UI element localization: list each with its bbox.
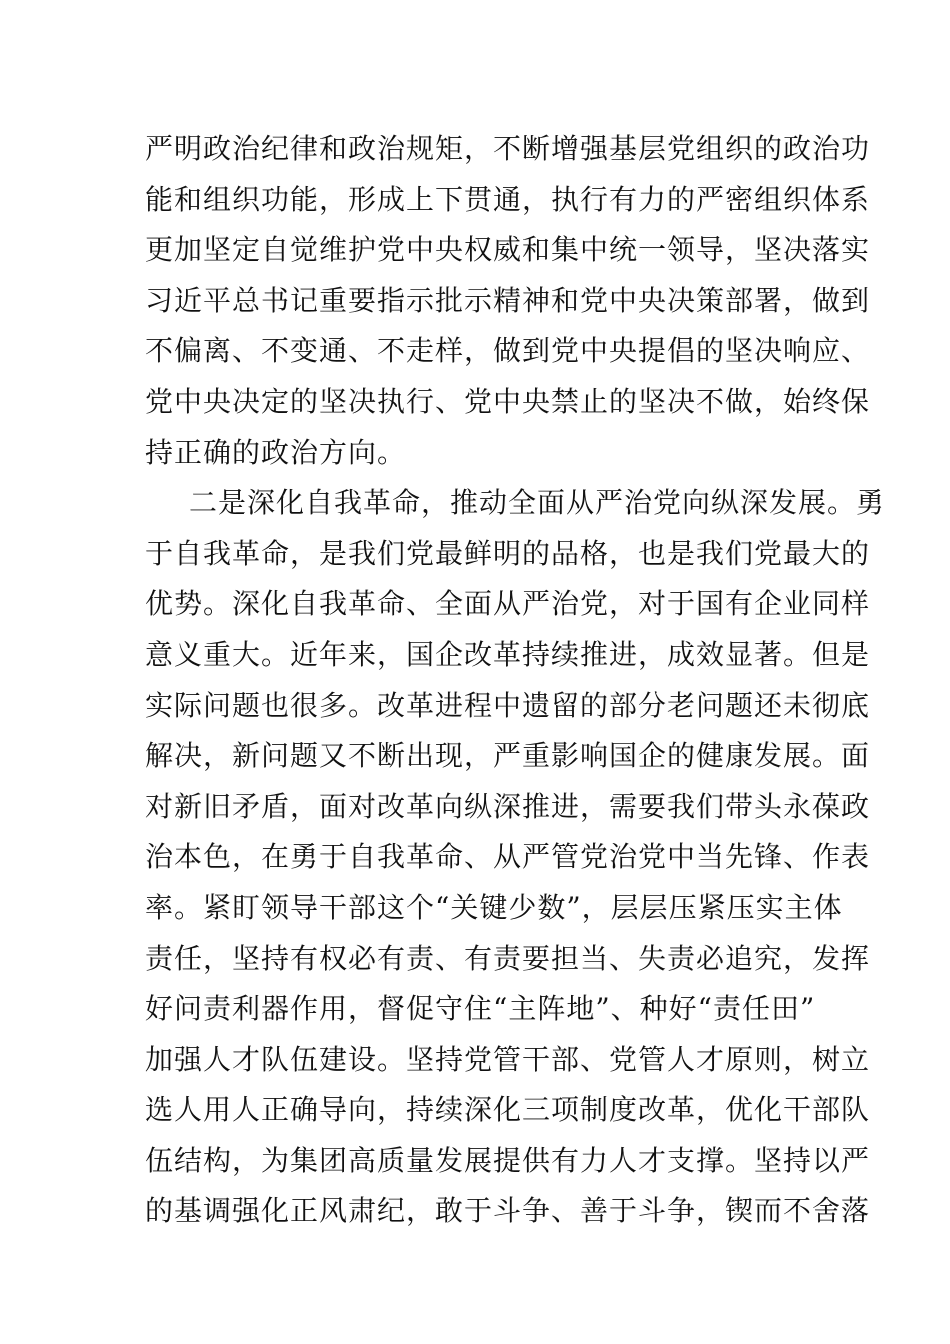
text-line: 更加坚定自觉维护党中央权威和集中统一领导，坚决落实	[145, 233, 871, 267]
paragraph-start-line: 二是深化自我革命，推动全面从严治党向纵深发展。勇	[189, 486, 886, 520]
text-line: 解决，新问题又不断出现，严重影响国企的健康发展。面	[145, 739, 871, 773]
body-text	[145, 124, 886, 1237]
text-line: 对新旧矛盾，面对改革向纵深推进，需要我们带头永葆政	[145, 789, 871, 823]
text-line: 伍结构，为集团高质量发展提供有力人才支撑。坚持以严	[145, 1143, 871, 1177]
text-line: 实际问题也很多。改革进程中遗留的部分老问题还未彻底	[145, 688, 871, 722]
text-line: 率。紧盯领导干部这个“关键少数”，层层压紧压实主体	[145, 890, 843, 924]
text-line: 党中央决定的坚决执行、党中央禁止的坚决不做，始终保	[145, 384, 871, 418]
text-line: 治本色，在勇于自我革命、从严管党治党中当先锋、作表	[145, 840, 871, 874]
text-line: 于自我革命，是我们党最鲜明的品格，也是我们党最大的	[145, 536, 871, 570]
text-line: 习近平总书记重要指示批示精神和党中央决策部署，做到	[145, 283, 871, 317]
text-line: 能和组织功能，形成上下贯通，执行有力的严密组织体系	[145, 182, 871, 216]
text-line: 持正确的政治方向。	[145, 435, 407, 469]
text-line: 优势。深化自我革命、全面从严治党，对于国有企业同样	[145, 587, 871, 621]
text-line: 选人用人正确导向，持续深化三项制度改革，优化干部队	[145, 1093, 871, 1127]
text-line: 加强人才队伍建设。坚持党管干部、党管人才原则，树立	[145, 1042, 871, 1076]
text-line: 严明政治纪律和政治规矩，不断增强基层党组织的政治功	[145, 132, 871, 165]
text-line: 意义重大。近年来，国企改革持续推进，成效显著。但是	[145, 637, 871, 671]
text-line: 不偏离、不变通、不走样，做到党中央提倡的坚决响应、	[145, 334, 871, 368]
text-line: 好问责利器作用，督促守住“主阵地”、种好“责任田”	[145, 992, 816, 1026]
text-line: 责任，坚持有权必有责、有责要担当、失责必追究，发挥	[145, 941, 871, 975]
text-line: 的基调强化正风肃纪，敢于斗争、善于斗争，锲而不舍落	[145, 1194, 871, 1228]
